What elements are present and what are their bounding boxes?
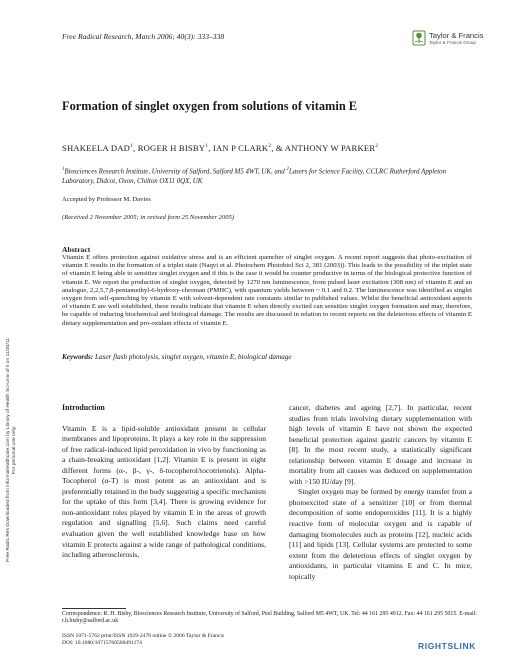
affil-mark: 1: [62, 167, 65, 172]
affil-mark: 2: [286, 167, 289, 172]
rightslink-logo: [418, 636, 500, 651]
affiliations: [62, 165, 472, 186]
journal-citation: [62, 32, 224, 41]
author-name: IAN P CLARK: [212, 143, 269, 153]
download-stamp-note: For personal use only.: [12, 425, 17, 475]
footnote-rule: [62, 608, 126, 609]
received-dates: (Received 2 November 2005; in revised form 25 November 2005): [62, 214, 235, 221]
issn-line: ISSN 1071-5762 print/ISSN 1029-2470 online © 2006 Taylor & Francis: [62, 633, 225, 639]
section-heading: Introduction: [62, 403, 105, 412]
keywords-label: Keywords:: [62, 353, 94, 361]
author-name: ROGER H BISBY: [137, 143, 206, 153]
affiliation-2: Lasers for Science Facility, CCLRC Rutherford Appleton Laboratory, Didcot, Oxon, Chilton OX11 0QX, UK: [62, 168, 447, 185]
body-paragraph: Singlet oxygen may be formed by energy transfer from a photoexcited state of a sensitizer [10] or from thermal decomposition of some endoperoxides [11]. It is a highly reactive form of molecular oxygen and is capable of damaging biomolecules such as proteins [12], nucleic acids [11] and lipids [13]. Cellular systems are protected to some extent from the deleterious effects of singlet oxygen by antioxidants, in particular vitamins E and C. In mice, topically: [289, 487, 472, 581]
journal-name: Free Radical Research: [62, 32, 132, 41]
author-affil-mark: 1: [205, 143, 209, 150]
accepted-by: Accepted by Professor M. Davies: [62, 196, 151, 203]
body-column-right: [289, 403, 472, 582]
publisher-brand: Taylor & Francis: [429, 31, 484, 40]
keywords: [62, 353, 472, 361]
author-affil-mark: 2: [375, 143, 379, 150]
publisher-group: Taylor & Francis Group: [429, 40, 476, 45]
affiliation-1: Biosciences Research Institute, University of Salford, Salford M5 4WT, UK, and: [64, 168, 287, 176]
author-separator: ,: [133, 143, 138, 153]
book-tree-icon: [412, 30, 426, 46]
publisher-logo: [412, 28, 502, 50]
author-separator: ,: [208, 143, 213, 153]
download-stamp: [6, 270, 20, 630]
body-column-left: [62, 403, 266, 561]
author-name: ANTHONY W PARKER: [284, 143, 376, 153]
author-list: [62, 143, 378, 153]
doi-line: DOI: 10.1080/10715760500491174: [62, 640, 142, 647]
author-affil-mark: 2: [268, 143, 272, 150]
body-paragraph: cancer, diabetes and ageing [2,7]. In particular, recent studies from trials involving dietary supplementation with high levels of vitamin E have not shown the expected beneficial protection against gastric cancers by vitamin E [8]. In the most recent study, a statistically significant relationship between vitamin E dosage and increase in mortality from all causes was deduced on supplementation with >150 IU/day [9].: [289, 403, 472, 486]
article-title: Formation of singlet oxygen from solutions of vitamin E: [62, 99, 358, 113]
abstract-text: Vitamin E offers protection against oxidative stress and is an efficient quencher of singlet oxygen. A recent report suggests that photo-excitation of vitamin E results in the formation of a triplet state (Naqvi et al. Photochem Photobiol Sci 2, 381 (2003)). This leads to the possibility of the triplet state of vitamin E being able to sensitize singlet oxygen and if this is the case it would be counter productive in terms of the biological protective function of vitamin E. We report the production of singlet oxygen, detected by 1270 nm luminescence, from pulsed laser excitation (308 nm) of vitamin E and an analogue, 2,2,5,7,8-pentamethyl-6-hydroxy-chroman (PMHC), with quantum yields between ~ 0.1 and 0.2. The luminescence was identified as singlet oxygen from self-quenching by vitamin E with solvent-dependent rate constants similar to published values. Whilst the beneficial antioxidant aspects of vitamin E are well established, these results indicate that vitamin E when directly excited can sensitize singlet oxygen formation and may, therefore, be capable of inducing biochemical and biological damage. The results are discussed in relation to recent reports on the deleterious effects of vitamin E dietary supplementation and pro-oxidant effects of vitamin E.: [62, 254, 472, 327]
correspondence-note: Correspondence: R. H. Bisby, Biosciences Research Institute, University of Salford, Peel Building, Salford M5 4WT, UK. Tel: 44 161 295 4912. Fax: 44 161 295 5015. E-mail: r.h.bisby@salford.ac.uk: [62, 611, 477, 625]
rightslink-wordmark: RIGHTSLINK: [418, 641, 476, 651]
publication-info: [62, 633, 362, 647]
author-affil-mark: 1: [130, 143, 133, 150]
download-stamp-line: Free Radic Res Downloaded from informahealthcare.com by Library of Health Sci-Univ of Il on 11/30/11: [6, 338, 11, 562]
journal-issue: , March 2006; 40(3): 333–338: [131, 32, 225, 41]
author-name: SHAKEELA DAD: [62, 143, 131, 153]
keywords-value: Laser flash photolysis, singlet oxygen, vitamin E, biological damage: [94, 353, 292, 361]
author-separator: , &: [271, 143, 285, 153]
body-paragraph: Vitamin E is a lipid-soluble antioxidant present in cellular membranes and lipoproteins. It plays a key role in the suppression of free radical-induced lipid peroxidation in vivo by functioning as a chain-breaking antioxidant [1,2]. Vitamin E is present in eight different forms (α-, β-, γ-, δ-tocopherol/tocotrienols). Alpha-Tocopherol (α-T) is most potent as an antioxidant and is preferentially retained in the body suggesting a specific mechanism for the uptake of this form [3,4]. There is growing evidence for non-antioxidant roles played by vitamin E in the areas of growth regulation and signalling [5,6]. Such claims need careful evaluation given the well established knowledge base on how vitamin E protects against a wide range of pathological conditions, including atherosclerosis,: [62, 423, 266, 560]
abstract-heading: Abstract: [62, 245, 91, 254]
